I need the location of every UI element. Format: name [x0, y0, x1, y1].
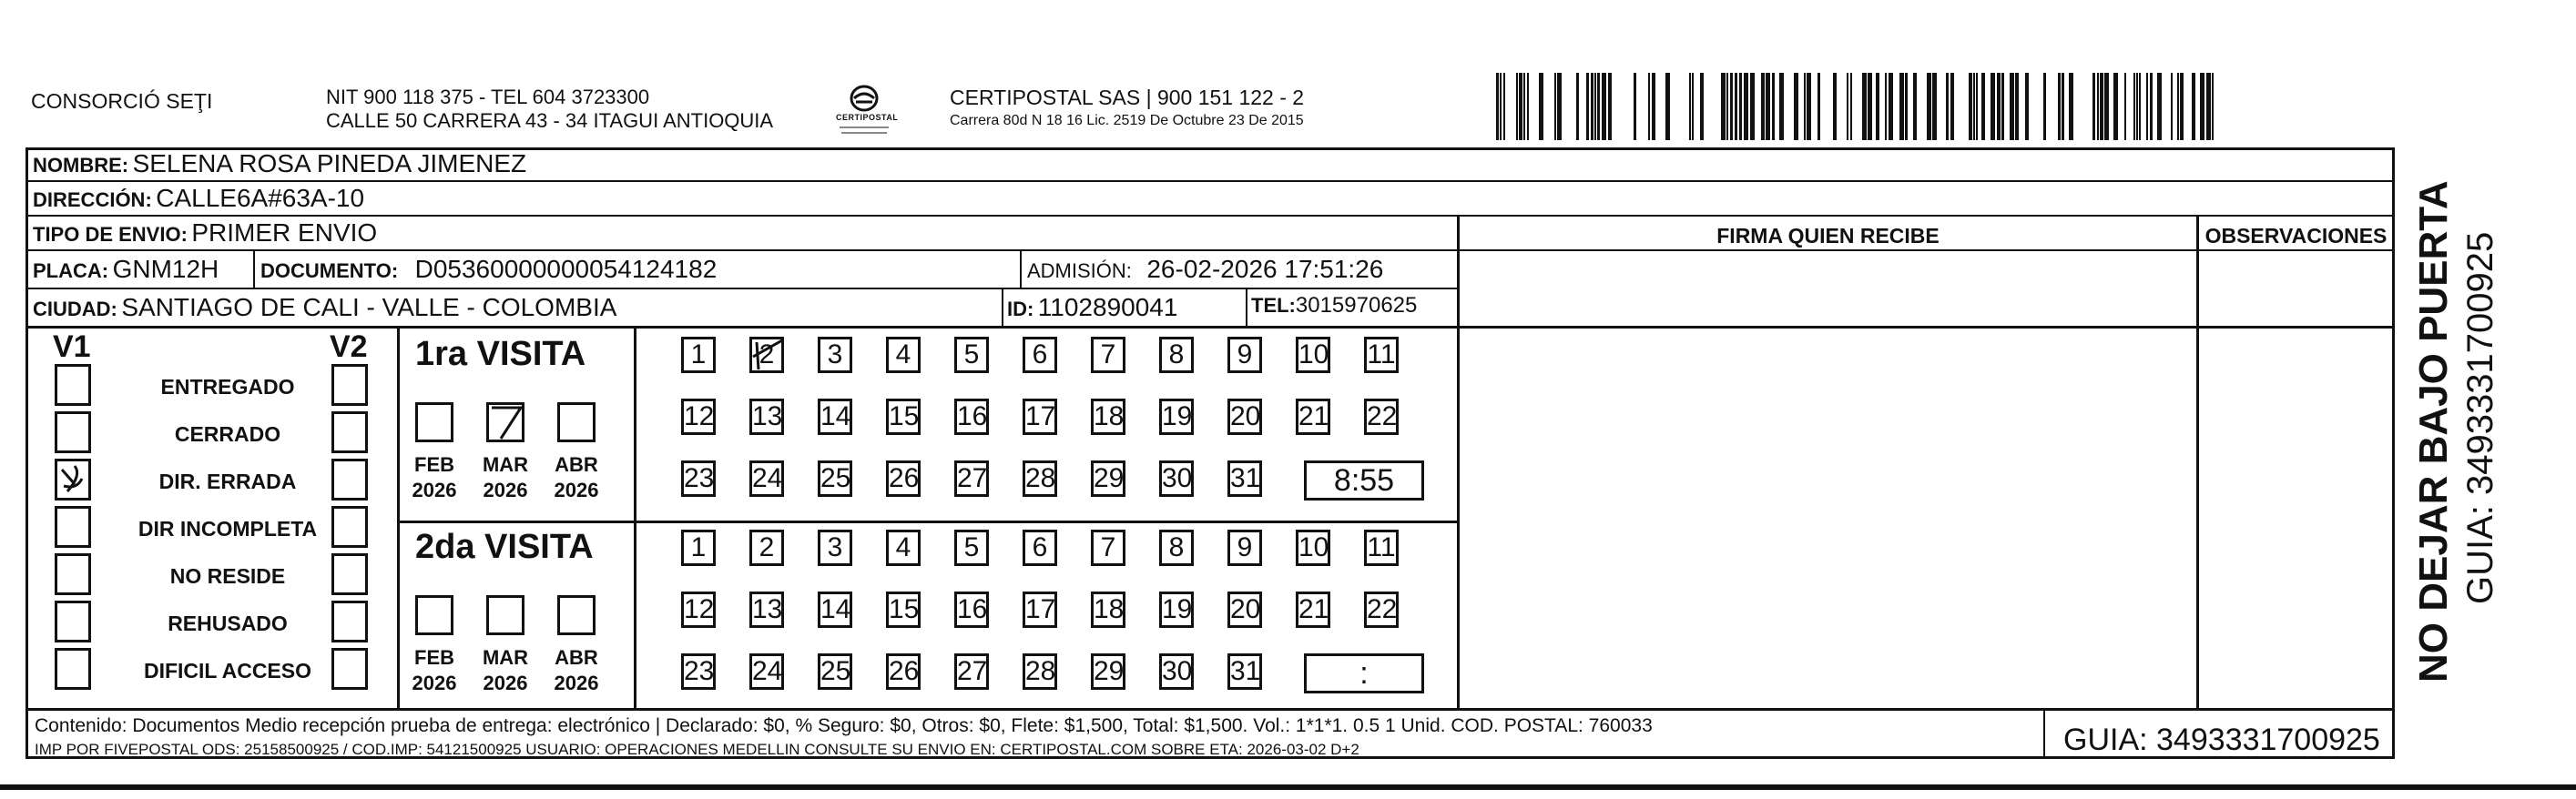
day-box[interactable]: 9 [1227, 530, 1262, 566]
status-item-label: DIR. ERRADA [158, 470, 297, 493]
month-year: 2026 [483, 479, 528, 501]
day-check-mark-icon [749, 337, 786, 375]
month-year: 2026 [483, 672, 528, 694]
day-box[interactable]: 11 [1364, 337, 1399, 373]
nombre-label: NOMBRE: [33, 154, 129, 177]
admision-value: 26-02-2026 17:51:26 [1146, 255, 1384, 283]
day-box[interactable]: 8 [1159, 337, 1194, 373]
month-checkbox[interactable] [557, 595, 596, 635]
status-item-label: NO RESIDE [169, 564, 286, 588]
v2-checkbox[interactable] [331, 648, 368, 690]
v1-label: V1 [53, 329, 91, 364]
day-box[interactable]: 11 [1364, 530, 1399, 566]
v2-checkbox[interactable] [331, 411, 368, 453]
footer-contenido: Contenido: Documentos Medio recepción prueba de entrega: electrónico | Declarado: $0, % Seguro: $0, Otros: $0, Flete: $1,500, Total: $1,500. Vol.: 1*1*1. 0.5 1 Unid. COD. POSTAL: 760033 [35, 715, 1653, 736]
day-box[interactable]: 22 [1364, 399, 1399, 435]
status-item-label: CERRADO [174, 422, 281, 446]
day-box[interactable]: 18 [1091, 399, 1125, 435]
v1-checkbox[interactable] [55, 506, 91, 548]
day-box[interactable]: 26 [886, 653, 921, 690]
v1-checkbox[interactable] [55, 601, 91, 642]
day-box[interactable]: 2 [749, 337, 784, 373]
day-box[interactable]: 14 [818, 592, 852, 628]
month-checkbox[interactable] [415, 402, 453, 442]
nit-line: NIT 900 118 375 - TEL 604 3723300 [326, 86, 650, 108]
placa-label: PLACA: [33, 259, 109, 282]
day-box[interactable]: 30 [1159, 460, 1194, 497]
documento-value: D05360000000054124182 [414, 255, 718, 283]
day-box[interactable]: 18 [1091, 592, 1125, 628]
month-label: ABR [555, 646, 598, 669]
placa-value: GNM12H [112, 255, 219, 283]
day-box[interactable]: 1 [681, 530, 716, 566]
status-item-label: ENTREGADO [160, 375, 295, 399]
day-box[interactable]: 22 [1364, 592, 1399, 628]
ciudad-label: CIUDAD: [33, 298, 117, 320]
v2-checkbox[interactable] [331, 459, 368, 501]
v2-checkbox[interactable] [331, 506, 368, 548]
day-box[interactable]: 19 [1159, 592, 1194, 628]
day-box[interactable]: 4 [886, 337, 921, 373]
nombre-value: SELENA ROSA PINEDA JIMENEZ [132, 149, 527, 177]
day-box[interactable]: 6 [1023, 337, 1057, 373]
v1-checkbox[interactable] [55, 411, 91, 453]
side-notice: NO DEJAR BAJO PUERTA [2411, 180, 2456, 683]
day-box[interactable]: 20 [1227, 592, 1262, 628]
tipo-label: TIPO DE ENVIO: [33, 223, 188, 246]
day-box[interactable]: 7 [1091, 530, 1125, 566]
admision-label: ADMISIÓN: [1027, 259, 1132, 282]
month-checkbox[interactable] [557, 402, 596, 442]
day-box[interactable]: 10 [1296, 337, 1330, 373]
day-box[interactable]: 15 [886, 592, 921, 628]
day-box[interactable]: 25 [818, 653, 852, 690]
day-box[interactable]: 31 [1227, 653, 1262, 690]
day-box[interactable]: 16 [954, 399, 989, 435]
id-value: 1102890041 [1037, 293, 1178, 321]
day-box[interactable]: 1 [681, 337, 716, 373]
day-box[interactable]: 5 [954, 530, 989, 566]
logo-text: CERTIPOSTAL [836, 113, 899, 122]
day-box[interactable]: 21 [1296, 592, 1330, 628]
day-box[interactable]: 27 [954, 460, 989, 497]
status-item-label: DIR INCOMPLETA [137, 517, 318, 541]
day-box[interactable]: 31 [1227, 460, 1262, 497]
logo-mark-icon [832, 82, 899, 140]
day-box[interactable]: 19 [1159, 399, 1194, 435]
address-line: CALLE 50 CARRERA 43 - 34 ITAGUI ANTIOQUIA [326, 109, 774, 132]
day-box[interactable]: 12 [681, 592, 716, 628]
day-box[interactable]: 4 [886, 530, 921, 566]
month-label: MAR [482, 453, 529, 476]
day-box[interactable]: 15 [886, 399, 921, 435]
day-box[interactable]: 29 [1091, 653, 1125, 690]
day-box[interactable]: 24 [749, 653, 784, 690]
ciudad-value: SANTIAGO DE CALI - VALLE - COLOMBIA [121, 293, 617, 321]
day-box[interactable]: 29 [1091, 460, 1125, 497]
status-item-label: DIFICIL ACCESO [143, 659, 311, 683]
day-box[interactable]: 10 [1296, 530, 1330, 566]
v2-label: V2 [330, 329, 368, 364]
day-box[interactable]: 28 [1023, 653, 1057, 690]
tipo-value: PRIMER ENVIO [191, 218, 378, 247]
visit-time[interactable]: : [1304, 653, 1424, 693]
v2-checkbox[interactable] [331, 364, 368, 406]
v1-checkbox[interactable] [55, 648, 91, 690]
firma-header: FIRMA QUIEN RECIBE [1716, 224, 1940, 248]
month-label: ABR [555, 453, 598, 476]
day-box[interactable]: 5 [954, 337, 989, 373]
visit-time[interactable]: 8:55 [1304, 460, 1424, 501]
barcode [1496, 73, 2225, 140]
v2-checkbox[interactable] [331, 553, 368, 595]
certipostal-line2: Carrera 80d N 18 16 Lic. 2519 De Octubre 23 De 2015 [950, 113, 1304, 128]
month-checkbox[interactable] [415, 595, 453, 635]
documento-label: DOCUMENTO: [260, 259, 399, 282]
observaciones-header: OBSERVACIONES [2204, 224, 2388, 248]
tel-label: TEL: [1251, 294, 1296, 317]
month-year: 2026 [412, 479, 457, 501]
day-box[interactable]: 30 [1159, 653, 1194, 690]
footer-guia: GUIA: 3493331700925 [2063, 723, 2380, 757]
month-label: FEB [414, 646, 454, 669]
direccion-value: CALLE6A#63A-10 [156, 184, 365, 212]
month-year: 2026 [412, 672, 457, 694]
v1-checkbox[interactable] [55, 364, 91, 406]
day-box[interactable]: 13 [749, 592, 784, 628]
footer-imp: IMP POR FIVEPOSTAL ODS: 25158500925 / COD.IMP: 54121500925 USUARIO: OPERACIONES MEDELLIN CONSULTE SU ENVIO EN: CERTIPOSTAL.COM SOBRE ETA: 2026-03-02 D+2 [35, 741, 1359, 758]
id-label: ID: [1007, 298, 1034, 320]
certipostal-line1: CERTIPOSTAL SAS | 900 151 122 - 2 [950, 86, 1305, 109]
day-box[interactable]: 7 [1091, 337, 1125, 373]
month-year: 2026 [554, 479, 599, 501]
day-box[interactable]: 27 [954, 653, 989, 690]
month-check-mark-icon [486, 400, 526, 442]
v2-checkbox[interactable] [331, 601, 368, 642]
day-box[interactable]: 3 [818, 530, 852, 566]
day-box[interactable]: 3 [818, 337, 852, 373]
status-item-label: REHUSADO [168, 612, 288, 635]
day-box[interactable]: 17 [1023, 592, 1057, 628]
v1-checkbox[interactable] [55, 553, 91, 595]
side-guia: GUIA: 3493331700925 [2460, 231, 2500, 604]
day-box[interactable]: 8 [1159, 530, 1194, 566]
day-box[interactable]: 24 [749, 460, 784, 497]
day-box[interactable]: 23 [681, 653, 716, 690]
day-box[interactable]: 16 [954, 592, 989, 628]
day-box[interactable]: 25 [818, 460, 852, 497]
certipostal-logo [832, 82, 899, 140]
day-box[interactable]: 26 [886, 460, 921, 497]
month-label: FEB [414, 453, 454, 476]
month-label: MAR [482, 646, 529, 669]
day-box[interactable]: 20 [1227, 399, 1262, 435]
month-checkbox[interactable] [486, 595, 524, 635]
day-box[interactable]: 14 [818, 399, 852, 435]
tel-value: 3015970625 [1295, 293, 1418, 318]
v1-check-mark-icon [55, 459, 91, 501]
month-year: 2026 [554, 672, 599, 694]
day-box[interactable]: 21 [1296, 399, 1330, 435]
day-box[interactable]: 23 [681, 460, 716, 497]
visit1-title: 1ra VISITA [415, 335, 586, 373]
day-box[interactable]: 2 [749, 530, 784, 566]
visit2-title: 2da VISITA [415, 528, 594, 566]
day-box[interactable]: 12 [681, 399, 716, 435]
day-box[interactable]: 13 [749, 399, 784, 435]
day-box[interactable]: 17 [1023, 399, 1057, 435]
day-box[interactable]: 28 [1023, 460, 1057, 497]
company-name: CONSORCIÓ SEŢI [31, 89, 213, 113]
direccion-label: DIRECCIÓN: [33, 188, 152, 211]
day-box[interactable]: 6 [1023, 530, 1057, 566]
day-box[interactable]: 9 [1227, 337, 1262, 373]
